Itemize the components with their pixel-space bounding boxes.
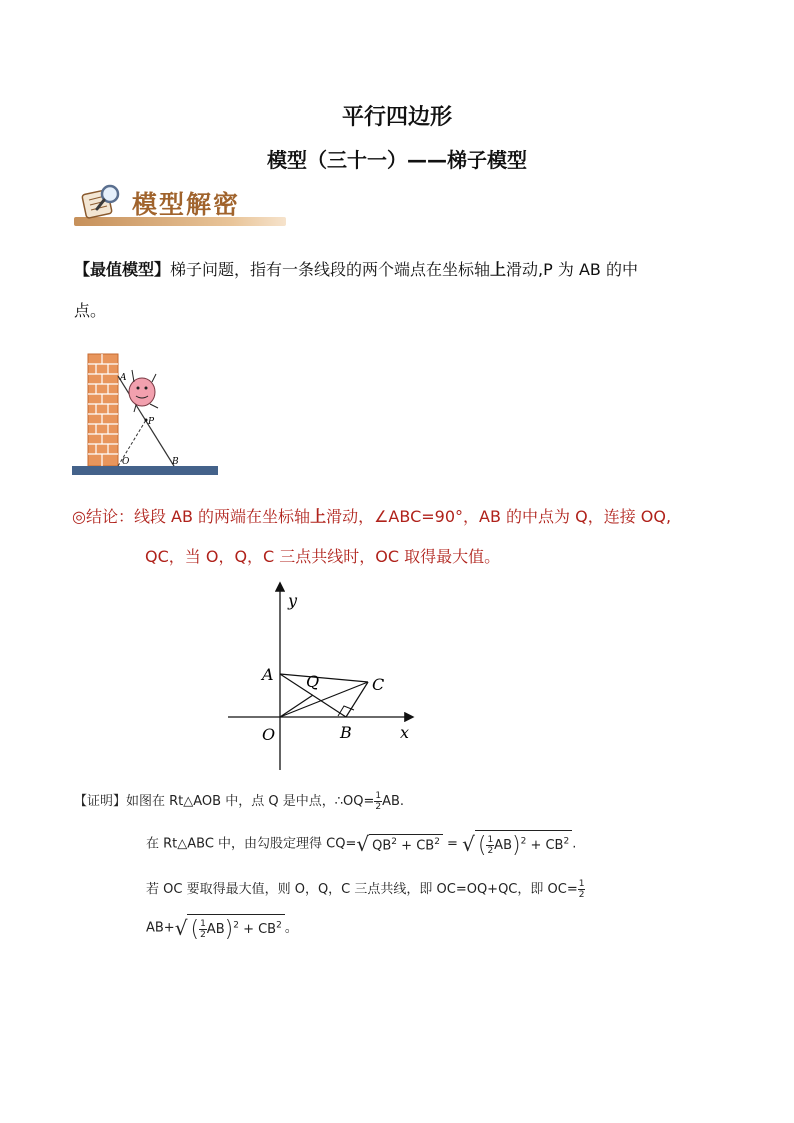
intro-text-1: 梯子问题，指有一条线段的两个端点在坐标轴 (170, 260, 491, 279)
ladder-label-a: A (120, 373, 127, 383)
coordinate-graph (222, 580, 432, 780)
conclusion-mid: 滑动，∠ABC=90°，AB 的中点为 Q，连接 OQ, (326, 507, 672, 526)
proof-line-1 (74, 790, 404, 812)
intro-text-2: 滑动,P 为 AB 的中 (506, 260, 638, 279)
proof-line2-text: 在 Rt△ABC 中，由勾股定理得 CQ= (146, 836, 357, 852)
proof-line-2: 在 Rt△ABC 中，由勾股定理得 CQ=√ $QB^2 + CB^2$ = √ ( $\frac{1}{2}$ $AB)^2 + CB^2$ . (146, 832, 577, 858)
intro-text-wrap: 点。 (74, 301, 107, 320)
conclusion-bold-word: 上 (310, 507, 327, 526)
graph-label-o: O (262, 725, 276, 744)
fraction-half-2: $\frac{1}{2}$ (578, 879, 585, 900)
fraction-half: $\frac{1}{2}$ (375, 791, 382, 812)
graph-label-x: x (400, 723, 410, 742)
conclusion-text (72, 497, 752, 577)
conclusion-prefix: ◎结论：线段 AB 的两端在坐标轴 (72, 507, 311, 526)
proof-line4-text: AB+ (146, 920, 175, 936)
graph-label-c: C (372, 675, 385, 694)
proof-line-3 (146, 878, 585, 900)
section-banner (74, 180, 286, 232)
sqrt-expression-3: √ ( $\frac{1}{2}$ $AB)^2 + CB^2$ (175, 914, 285, 942)
page-title: 平行四边形 (341, 105, 452, 130)
graph-label-y: y (288, 591, 298, 610)
intro-paragraph (74, 249, 734, 331)
graph-label-q: Q (306, 672, 320, 691)
sqrt-expression-2: √ ( $\frac{1}{2}$ $AB)^2 + CB^2$ (462, 830, 572, 858)
proof-line1-text: 【证明】如图在 Rt△AOB 中，点 Q 是中点，∴OQ= (74, 794, 375, 809)
graph-label-b: B (340, 723, 352, 742)
ladder-label-b: B (172, 457, 179, 467)
proof-line1-end: AB. (382, 794, 405, 809)
conclusion-line2: QC，当 O，Q，C 三点共线时，OC 取得最大值。 (145, 547, 501, 566)
magnifier-notebook-icon (80, 182, 124, 222)
intro-bold-word: 上 (490, 260, 507, 279)
ladder-label-o: O (122, 457, 130, 467)
ladder-figure (72, 352, 222, 480)
graph-label-a: A (262, 665, 274, 684)
sqrt-expression-1: √ $QB^2 + CB^2$ (356, 832, 443, 856)
banner-label: 模型解密 (132, 190, 241, 219)
proof-line3-text: 若 OC 要取得最大值，则 O，Q，C 三点共线，即 OC=OQ+QC，即 OC= (146, 882, 578, 897)
intro-bold-tag: 【最值模型】 (74, 260, 171, 279)
page-subtitle: 模型（三十一）——梯子模型 (267, 148, 527, 172)
proof-line-4: AB+√ ( $\frac{1}{2}$ $AB)^2 + CB^2$ 。 (146, 916, 298, 942)
ladder-label-p: P (148, 417, 155, 427)
